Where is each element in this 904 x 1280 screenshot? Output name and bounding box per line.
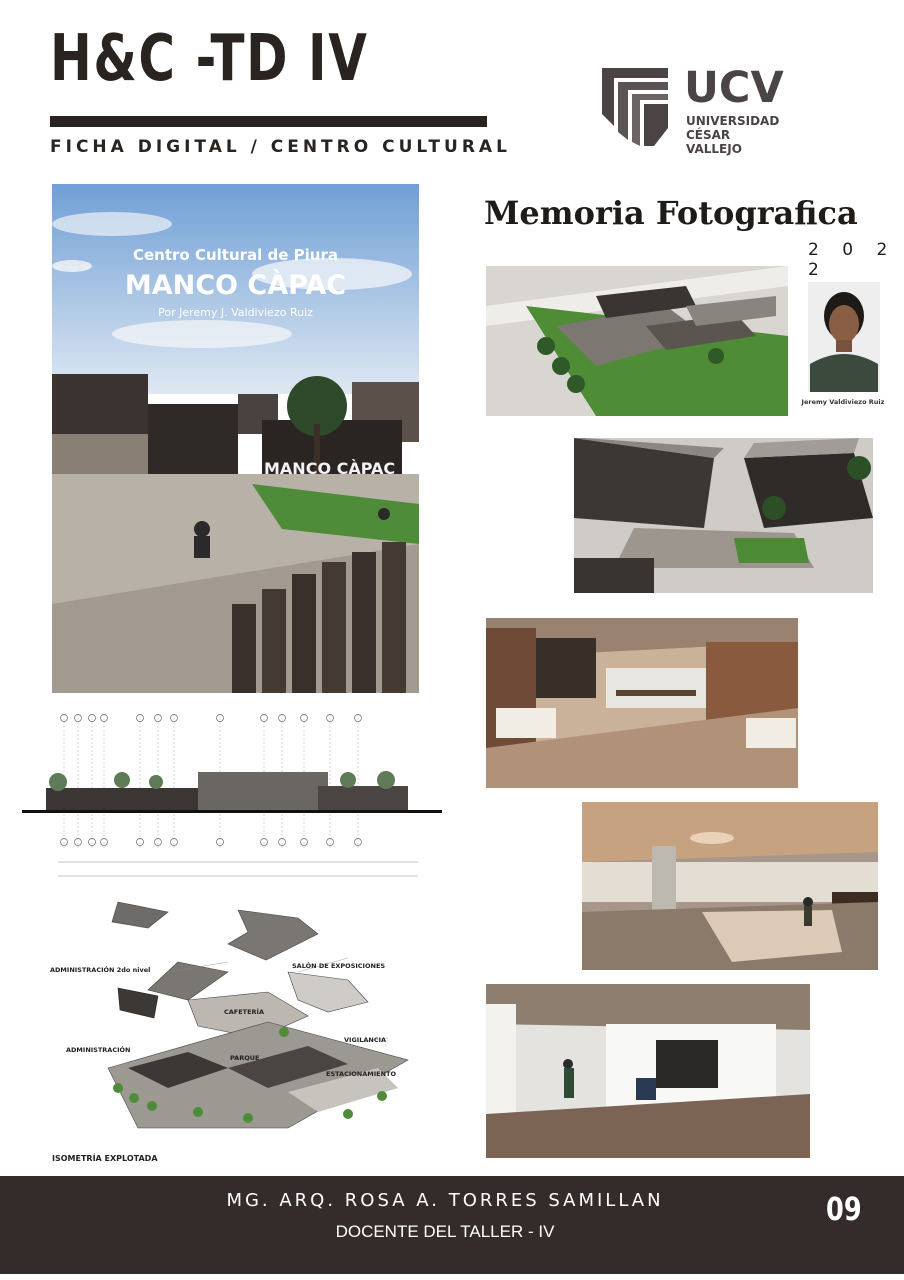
label-park: PARQUE	[230, 1054, 260, 1062]
aerial-render-image-2	[574, 438, 873, 593]
interior-render-cafe	[486, 618, 798, 788]
label-admin-2nd-level: ADMINISTRACIÓN 2do nivel	[50, 966, 151, 974]
interior-render-gallery	[486, 984, 810, 1158]
cover-render-image	[52, 184, 419, 693]
elevation-drawing	[18, 700, 454, 882]
label-security: VIGILANCIA	[344, 1036, 387, 1044]
page-number: 09	[826, 1190, 862, 1228]
cover-author: Por Jeremy J. Valdiviezo Ruiz	[158, 306, 313, 319]
instructor-role: DOCENTE DEL TALLER - IV	[335, 1222, 555, 1241]
cover-title-line-2: MANCO CÀPAC	[124, 270, 347, 301]
label-exhibition-hall: SALÓN DE EXPOSICIONES	[292, 962, 386, 970]
logo-acronym: UCV	[684, 63, 784, 113]
isometric-title: ISOMETRÍA EXPLOTADA	[52, 1154, 158, 1163]
title-underline	[50, 116, 487, 127]
cover-title-line-1: Centro Cultural de Piura	[133, 246, 338, 264]
page-subtitle: FICHA DIGITAL / CENTRO CULTURAL	[50, 137, 511, 157]
ucv-logo	[600, 63, 790, 156]
author-portrait	[808, 282, 880, 392]
instructor-name: MG. ARQ. ROSA A. TORRES SAMILLAN	[226, 1190, 664, 1211]
exploded-isometric-drawing	[48, 892, 428, 1152]
label-cafeteria: CAFETERÍA	[224, 1008, 265, 1016]
logo-line-1: UNIVERSIDAD	[686, 114, 780, 128]
page-title: H&C -TD IV	[50, 22, 369, 96]
logo-line-2: CÉSAR VALLEJO	[686, 128, 742, 156]
label-administration: ADMINISTRACIÓN	[66, 1046, 131, 1054]
label-parking: ESTACIONAMIENTO	[326, 1070, 396, 1078]
building-sign: MANCO CÀPAC	[264, 459, 396, 478]
footer-bar	[0, 1176, 904, 1274]
section-year: 2 0 2 2	[808, 240, 897, 280]
interior-render-hall	[582, 802, 878, 970]
section-heading: Memoria Fotografica	[484, 194, 858, 232]
aerial-render-image	[486, 266, 788, 416]
ucv-shield-icon	[600, 66, 670, 146]
author-caption: Jeremy Valdiviezo Ruiz	[801, 398, 885, 406]
